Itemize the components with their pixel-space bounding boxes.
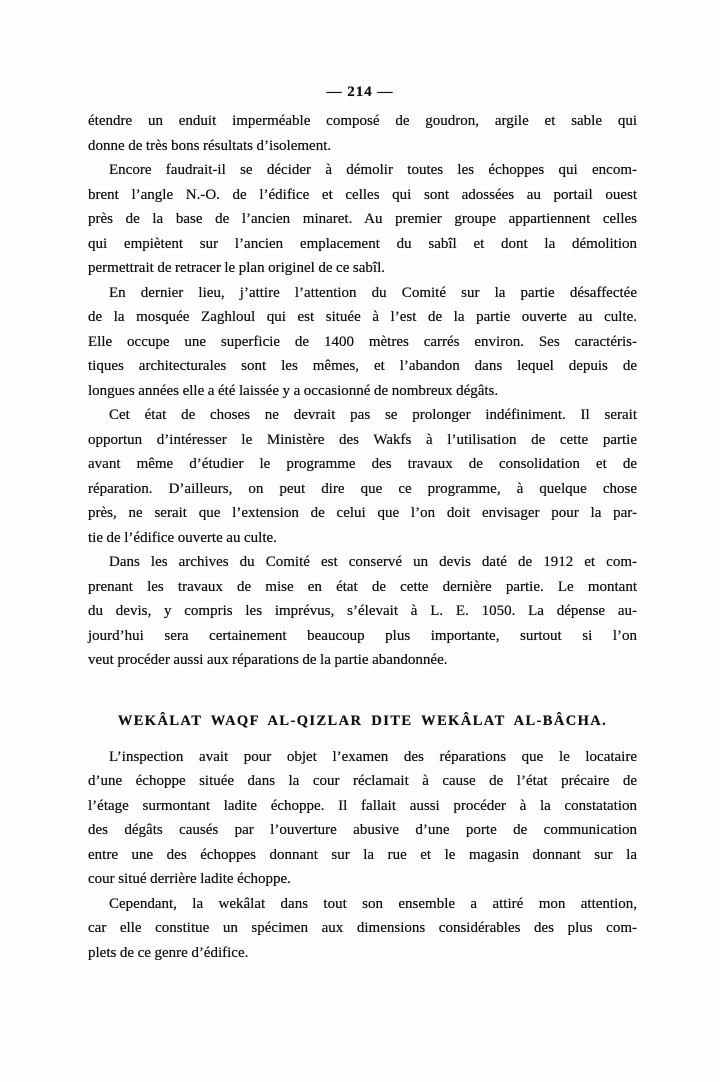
text-line: Cet état de choses ne devrait pas se prolonger indéfiniment. Il serait — [109, 407, 637, 423]
paragraph — [88, 892, 637, 966]
text-line: Encore faudrait-il se décider à démolir toutes les échoppes qui encom- — [109, 162, 637, 178]
text-line: tiques architecturales sont les mêmes, et l’abandon dans lequel depuis de — [88, 358, 637, 374]
page-number: — 214 — — [326, 84, 394, 100]
paragraph — [88, 403, 637, 550]
text-line: cour situé derrière ladite échoppe. — [88, 871, 291, 887]
text-line: longues années elle a été laissée y a occasionné de nombreux dégâts. — [88, 382, 499, 399]
text-line: l’étage surmontant ladite échoppe. Il fallait aussi procéder à la constatation — [88, 797, 637, 814]
text-line: du devis, y compris les imprévus, s’élevait à L. E. 1050. La dépense au- — [88, 603, 637, 619]
text-line: près, ne serait que l’extension de celui que l’on doit envisager pour la par- — [88, 505, 637, 521]
text-line: prenant les travaux de mise en état de cette dernière partie. Le montant — [88, 578, 637, 595]
text-line: de la mosquée Zaghloul qui est située à l’est de la partie ouverte au culte. — [88, 309, 637, 325]
text-line: réparation. D’ailleurs, on peut dire que ce programme, à quelque chose — [88, 480, 637, 497]
text-line: étendre un enduit imperméable composé de goudron, argile et sable qui — [88, 113, 637, 129]
text-line: Elle occupe une superficie de 1400 mètres carrés environ. Ses caractéris- — [88, 333, 637, 350]
text-line: des dégâts causés par l’ouverture abusive d’une porte de communication — [88, 822, 637, 838]
text-line: brent l’angle N.-O. de l’édifice et celles qui sont adossées au portail ouest — [88, 186, 637, 203]
text-line: Dans les archives du Comité est conservé un devis daté de 1912 et com- — [109, 554, 637, 570]
text-line: d’une échoppe située dans la cour réclamait à cause de l’état précaire de — [88, 773, 637, 789]
section-heading: WEKÂLAT WAQF AL-QIZLAR DITE WEKÂLAT AL-BÂCHA. — [117, 712, 608, 729]
paragraph — [88, 745, 637, 892]
text-line: En dernier lieu, j’attire l’attention du Comité sur la partie désaffectée — [109, 284, 637, 301]
text-line: donne de très bons résultats d’isolement. — [88, 137, 332, 154]
text-line: L’inspection avait pour objet l’examen des réparations que le locataire — [109, 748, 637, 765]
text-line: veut procéder aussi aux réparations de la partie abandonnée. — [88, 652, 448, 668]
text-line: jourd’hui sera certainement beaucoup plus importante, surtout si l’on — [88, 627, 637, 644]
paragraph — [88, 109, 637, 158]
paragraph — [88, 550, 637, 673]
text-line: près de la base de l’ancien minaret. Au premier groupe appartiennent celles — [88, 211, 637, 227]
text-line: qui empiètent sur l’ancien emplacement du sabîl et dont la démolition — [88, 235, 637, 252]
text-line: tie de l’édifice ouverte au culte. — [88, 529, 277, 546]
text-line: car elle constitue un spécimen aux dimensions considérables des plus com- — [88, 920, 637, 936]
text-line: Cependant, la wekâlat dans tout son ensemble a attiré mon attention, — [109, 895, 637, 912]
text-line: entre une des échoppes donnant sur la rue et le magasin donnant sur la — [88, 846, 637, 863]
text-line: plets de ce genre d’édifice. — [88, 944, 249, 961]
text-line: permettrait de retracer le plan originel de ce sabîl. — [88, 260, 386, 276]
paragraph — [88, 158, 637, 281]
text-line: avant même d’étudier le programme des travaux de consolidation et de — [88, 456, 637, 472]
paragraph — [88, 281, 637, 404]
page-content — [88, 109, 637, 965]
text-line: opportun d’intéresser le Ministère des Wakfs à l’utilisation de cette partie — [88, 431, 637, 448]
